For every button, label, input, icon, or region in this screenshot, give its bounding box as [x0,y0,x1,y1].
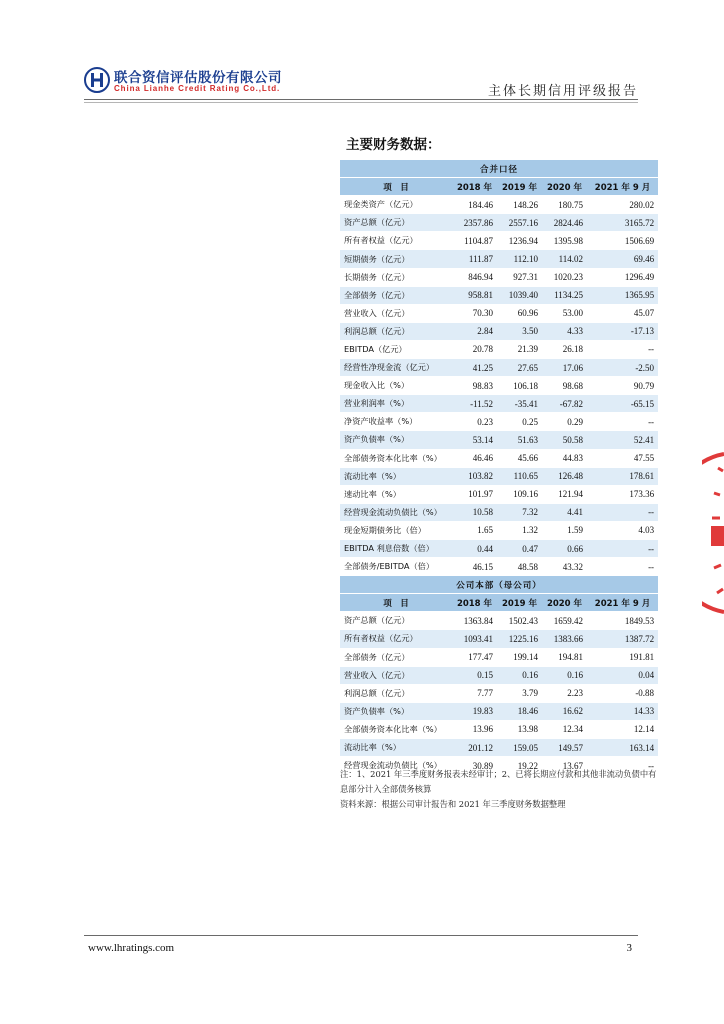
row-label: 营业利润率（%） [340,395,452,413]
table-row [340,539,658,557]
table-cell: 18.46 [497,702,542,720]
table-cell: -17.13 [587,322,658,340]
table-cell: 280.02 [587,196,658,214]
row-label: EBITDA 利息倍数（倍） [340,539,452,557]
table-row [340,232,658,250]
table-row [340,739,658,757]
table-cell: 52.41 [587,431,658,449]
table-cell: 53.14 [452,431,497,449]
table-cell: 0.66 [542,539,587,557]
table-row [340,359,658,377]
table-cell: 51.63 [497,431,542,449]
column-header: 2020 年 [542,178,587,196]
table-cell: 1363.84 [452,612,497,630]
table-section-title [340,576,658,594]
table-row [340,612,658,630]
row-label: 营业收入（亿元） [340,304,452,322]
table-cell: 112.10 [497,250,542,268]
row-label: 现金收入比（%） [340,377,452,395]
table-header-row [340,178,658,196]
table-row [340,214,658,232]
table-cell: 1.32 [497,521,542,539]
table-cell: 1502.43 [497,612,542,630]
row-label: 全部债务/EBITDA（倍） [340,558,452,576]
table-cell: 1039.40 [497,286,542,304]
table-cell: 41.25 [452,359,497,377]
column-header: 项 目 [340,178,452,196]
table-cell: 1104.87 [452,232,497,250]
table-cell: 148.26 [497,196,542,214]
table-row [340,684,658,702]
column-header: 2019 年 [497,594,542,612]
table-cell: 163.14 [587,739,658,757]
table-cell: 0.15 [452,666,497,684]
table-cell: 2.23 [542,684,587,702]
table-cell: -35.41 [497,395,542,413]
table-cell: 46.15 [452,558,497,576]
table-row [340,720,658,738]
table-cell: 2.84 [452,322,497,340]
column-header: 2020 年 [542,594,587,612]
row-label: 全部债务资本化比率（%） [340,720,452,738]
row-label: 经营性净现金流（亿元） [340,359,452,377]
row-label: 所有者权益（亿元） [340,232,452,250]
table-footnote: 注：1、2021 年三季度财务报表未经审计；2、已将长期应付款和其他非流动负债中有息部分计入全部债务核算 [340,769,657,794]
table-cell: 70.30 [452,304,497,322]
table-cell: 191.81 [587,648,658,666]
table-cell: 7.77 [452,684,497,702]
table-cell: 958.81 [452,286,497,304]
table-row [340,666,658,684]
row-label: 全部债务（亿元） [340,648,452,666]
table-cell: -65.15 [587,395,658,413]
table-cell: 13.96 [452,720,497,738]
row-label: 全部债务资本化比率（%） [340,449,452,467]
row-label: 经营现金流动负债比（%） [340,503,452,521]
table-row [340,558,658,576]
table-cell: 1134.25 [542,286,587,304]
table-cell: 159.05 [497,739,542,757]
company-name-en: China Lianhe Credit Rating Co.,Ltd. [114,84,281,93]
table-row [340,196,658,214]
header-rule-thin [84,102,638,103]
row-label: 短期债务（亿元） [340,250,452,268]
table-cell: 180.75 [542,196,587,214]
table-cell: 103.82 [452,467,497,485]
table-row [340,431,658,449]
table-cell: 12.14 [587,720,658,738]
table-row [340,395,658,413]
table-cell: 0.04 [587,666,658,684]
table-cell: 0.44 [452,539,497,557]
table-row [340,449,658,467]
table-cell: -11.52 [452,395,497,413]
table-row [340,485,658,503]
row-label: 利润总额（亿元） [340,322,452,340]
table-cell: 1236.94 [497,232,542,250]
table-cell: 178.61 [587,467,658,485]
table-cell: 1365.95 [587,286,658,304]
table-cell: 1.59 [542,521,587,539]
table-cell: 1383.66 [542,630,587,648]
table-cell: 53.00 [542,304,587,322]
header-rule [84,99,638,100]
table-row [340,521,658,539]
table-cell: 20.78 [452,340,497,358]
table-cell: 19.22 [497,757,542,775]
table-cell: 12.34 [542,720,587,738]
table-cell: 173.36 [587,485,658,503]
table-cell: -- [587,558,658,576]
table-cell: 48.58 [497,558,542,576]
table-cell: 45.66 [497,449,542,467]
page-number: 3 [626,942,632,954]
table-header-row [340,594,658,612]
table-row [340,304,658,322]
table-cell: 1020.23 [542,268,587,286]
table-cell: 3.50 [497,322,542,340]
table-cell: 3.79 [497,684,542,702]
column-header: 2018 年 [452,594,497,612]
table-cell: 13.67 [542,757,587,775]
table-cell: 1387.72 [587,630,658,648]
row-label: EBITDA（亿元） [340,340,452,358]
table-cell: 1506.69 [587,232,658,250]
table-row [340,322,658,340]
row-label: 资产负债率（%） [340,702,452,720]
table-cell: 927.31 [497,268,542,286]
table-row [340,340,658,358]
table-cell: 19.83 [452,702,497,720]
table-cell: 199.14 [497,648,542,666]
table-cell: 46.46 [452,449,497,467]
table-cell: 0.16 [497,666,542,684]
footer-rule [84,935,638,936]
table-cell: 2824.46 [542,214,587,232]
table-row [340,467,658,485]
table-cell: 7.32 [497,503,542,521]
table-cell: 10.58 [452,503,497,521]
table-cell: 26.18 [542,340,587,358]
footer-website-link[interactable]: www.lhratings.com [88,942,175,954]
row-label: 流动比率（%） [340,739,452,757]
table-cell: 43.32 [542,558,587,576]
table-cell: 0.47 [497,539,542,557]
section-title-cell: 公司本部（母公司） [340,576,658,594]
row-label: 流动比率（%） [340,467,452,485]
table-cell: -- [587,757,658,775]
table-cell: 106.18 [497,377,542,395]
table-cell: 1093.41 [452,630,497,648]
table-row [340,630,658,648]
table-cell: 126.48 [542,467,587,485]
row-label: 所有者权益（亿元） [340,630,452,648]
row-label: 资产负债率（%） [340,431,452,449]
row-label: 资产总额（亿元） [340,612,452,630]
row-label: 全部债务（亿元） [340,286,452,304]
table-cell: 98.68 [542,377,587,395]
table-cell: 0.16 [542,666,587,684]
row-label: 经营现金流动负债比（%） [340,757,452,775]
table-cell: 27.65 [497,359,542,377]
table-cell: -2.50 [587,359,658,377]
row-label: 现金类资产（亿元） [340,196,452,214]
table-cell: -- [587,539,658,557]
table-row [340,702,658,720]
table-cell: 47.55 [587,449,658,467]
table-cell: 14.33 [587,702,658,720]
table-cell: -67.82 [542,395,587,413]
page-header [0,0,724,110]
table-cell: -0.88 [587,684,658,702]
column-header: 2021 年 9 月 [587,594,658,612]
table-cell: 1849.53 [587,612,658,630]
table-cell: 1659.42 [542,612,587,630]
table-cell: 60.96 [497,304,542,322]
table-cell: 201.12 [452,739,497,757]
table-row [340,648,658,666]
table-cell: 0.25 [497,413,542,431]
table-cell: -- [587,340,658,358]
table-cell: 184.46 [452,196,497,214]
table-cell: 1225.16 [497,630,542,648]
table-cell: 110.65 [497,467,542,485]
table-cell: 1395.98 [542,232,587,250]
row-label: 营业收入（亿元） [340,666,452,684]
row-label: 资产总额（亿元） [340,214,452,232]
table-cell: 17.06 [542,359,587,377]
table-cell: 45.07 [587,304,658,322]
row-label: 长期债务（亿元） [340,268,452,286]
table-cell: 111.87 [452,250,497,268]
table-cell: 4.33 [542,322,587,340]
table-cell: 101.97 [452,485,497,503]
table-cell: 121.94 [542,485,587,503]
financial-data-table [340,160,658,775]
table-section-title [340,160,658,178]
table-cell: 16.62 [542,702,587,720]
table-row [340,268,658,286]
table-cell: 0.29 [542,413,587,431]
table-cell: 50.58 [542,431,587,449]
table-row [340,377,658,395]
table-cell: 114.02 [542,250,587,268]
company-name-cn: 联合资信评估股份有限公司 [114,70,282,86]
table-cell: 1.65 [452,521,497,539]
table-cell: 177.47 [452,648,497,666]
row-label: 速动比率（%） [340,485,452,503]
row-label: 现金短期债务比（倍） [340,521,452,539]
table-row [340,503,658,521]
section-title: 主要财务数据： [346,137,441,153]
table-cell: 90.79 [587,377,658,395]
table-cell: 109.16 [497,485,542,503]
company-logo-icon [84,67,110,93]
table-cell: 44.83 [542,449,587,467]
table-cell: 2357.86 [452,214,497,232]
column-header: 2019 年 [497,178,542,196]
table-cell: 21.39 [497,340,542,358]
table-row [340,286,658,304]
table-cell: -- [587,413,658,431]
column-header: 2021 年 9 月 [587,178,658,196]
table-cell: 194.81 [542,648,587,666]
table-cell: 4.41 [542,503,587,521]
table-cell: 2557.16 [497,214,542,232]
data-source-note: 资料来源：根据公司审计报告和 2021 年三季度财务数据整理 [340,799,566,809]
table-cell: 846.94 [452,268,497,286]
table-cell: 30.89 [452,757,497,775]
table-cell: 69.46 [587,250,658,268]
document-title: 主体长期信用评级报告 [487,84,638,99]
table-row [340,250,658,268]
table-cell: 0.23 [452,413,497,431]
table-row [340,413,658,431]
table-cell: 98.83 [452,377,497,395]
table-cell: 149.57 [542,739,587,757]
row-label: 利润总额（亿元） [340,684,452,702]
table-cell: 4.03 [587,521,658,539]
row-label: 净资产收益率（%） [340,413,452,431]
column-header: 项 目 [340,594,452,612]
table-cell: -- [587,503,658,521]
table-cell: 3165.72 [587,214,658,232]
table-cell: 13.98 [497,720,542,738]
column-header: 2018 年 [452,178,497,196]
section-title-cell: 合并口径 [340,160,658,178]
official-seal-icon [702,448,724,618]
table-cell: 1296.49 [587,268,658,286]
